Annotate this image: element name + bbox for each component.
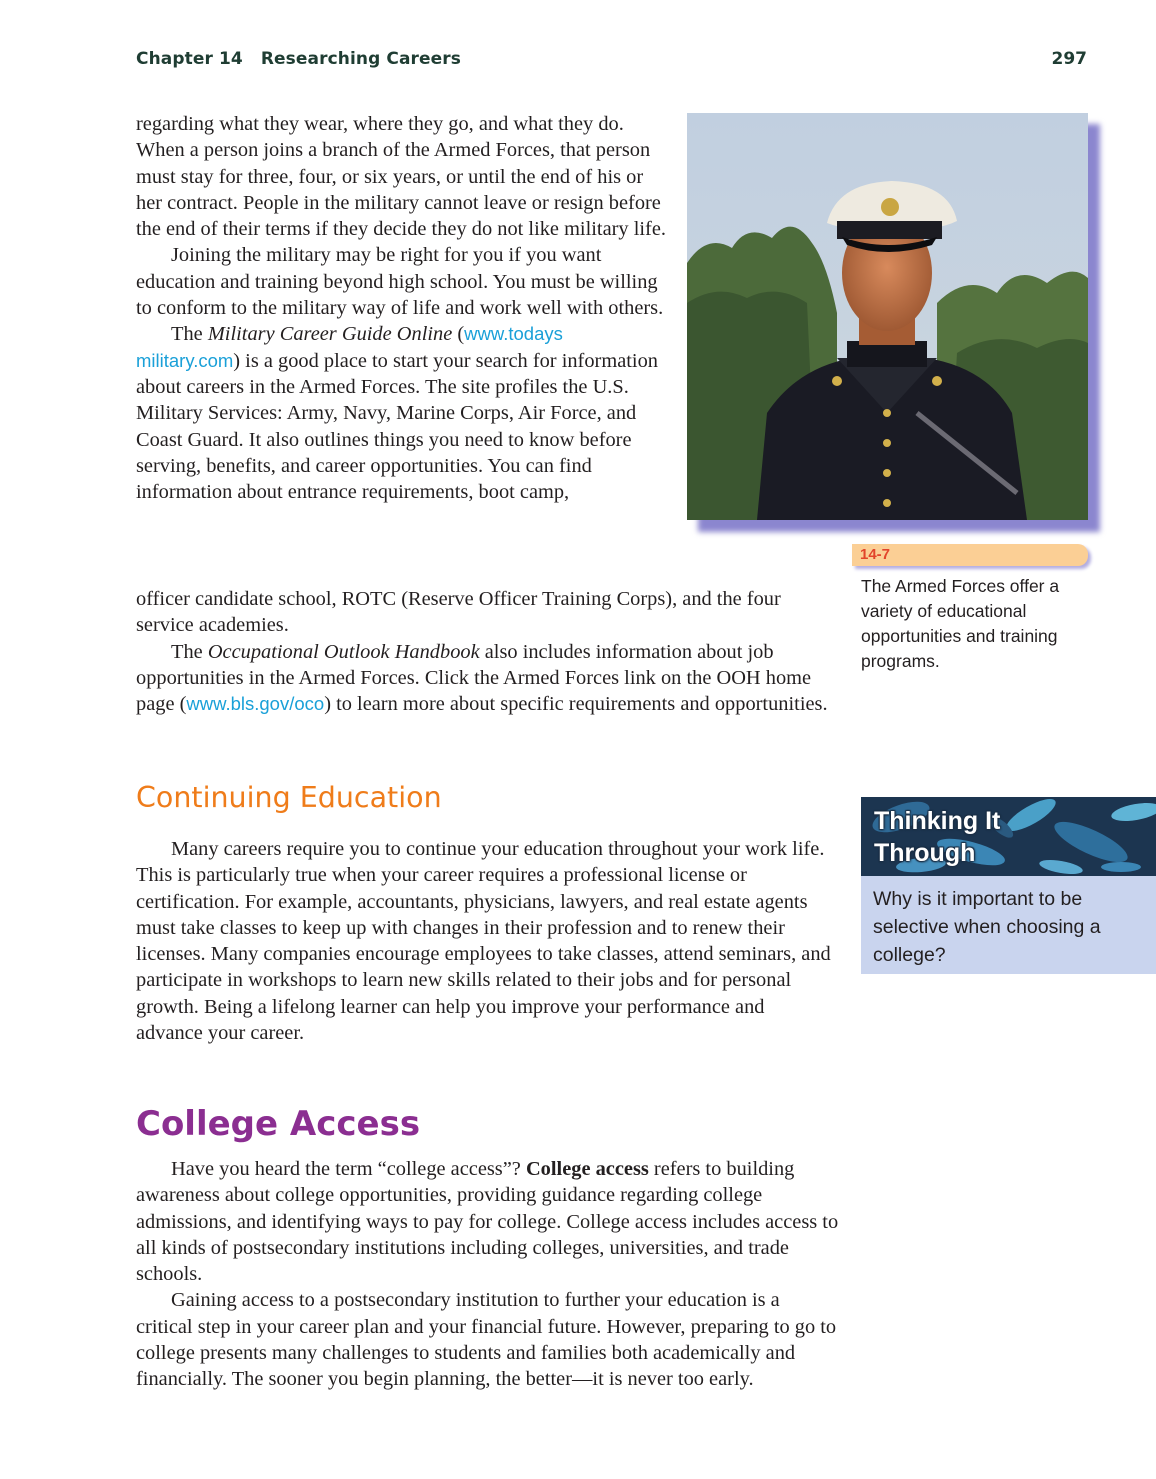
paragraph-college-access-planning: Gaining access to a postsecondary institution to further your education is a critical step in your career plan and your financial future. However, preparing to go to college presents many challenges to students and families both academically and financially. The sooner you begin planning, the better—it is never too early. <box>136 1289 837 1391</box>
paragraph-joining-military: Joining the military may be right for you if you want education and training beyond high school. You must be willing to conform to the military way of life and work well with others. <box>136 244 664 320</box>
thinking-title: Thinking It Through <box>874 807 1001 867</box>
chapter-title: Researching Careers <box>260 49 461 69</box>
continuing-education-text <box>136 836 836 1046</box>
body-text-top <box>136 111 666 505</box>
bls-link[interactable]: www.bls.gov/oco <box>186 693 325 715</box>
thinking-question: Why is it important to be selective when choosing a college? <box>873 888 1101 966</box>
thinking-it-through-box <box>861 797 1156 974</box>
todays-military-link[interactable]: www.todays military.com <box>136 323 563 371</box>
career-guide-title: Military Career Guide Online <box>207 323 453 346</box>
heading-continuing-education: Continuing Education <box>136 781 442 814</box>
ooh-title: Occupational Outlook Handbook <box>207 640 480 663</box>
chapter-label: Chapter 14 <box>136 49 243 69</box>
thinking-banner <box>861 797 1156 876</box>
running-head <box>136 49 461 69</box>
paragraph-career-guide: The Military Career Guide Online (www.todays military.com) is a good place to start your search for information about careers in the Armed Forces. The site profiles the U.S. Military Services: Army, Navy, Marine Corps, Air Force, and Coast Guard. It also outlines things you need to know before serving, benefits, and career opportunities. You can find information about entrance requirements, boot camp, <box>136 323 658 504</box>
college-access-term: College access <box>525 1158 649 1180</box>
marine-photo <box>687 113 1088 520</box>
figure-number: 14-7 <box>852 544 1088 566</box>
paragraph-ooh: The Occupational Outlook Handbook also includes information about job opportunities in the Armed Forces. Click the Armed Forces link on the OOH home page (www.bls.gov/oco) to learn more about specific requirements and opportunities. <box>136 640 828 716</box>
paragraph-career-guide-cont: officer candidate school, ROTC (Reserve Officer Training Corps), and the four service academies. <box>136 588 781 637</box>
paragraph-college-access-definition: Have you heard the term “college access”? College access refers to building awareness about college opportunities, providing guidance regarding college admissions, and identifying ways to pay for college. College access includes access to all kinds of postsecondary institutions including colleges, universities, and trade schools. <box>136 1158 839 1286</box>
figure-caption: The Armed Forces offer a variety of educational opportunities and training programs. <box>861 576 1060 671</box>
heading-college-access: College Access <box>136 1104 421 1144</box>
paragraph-continuing-education: Many careers require you to continue your education throughout your work life. This is particularly true when your career requires a professional license or certification. For example, accountants, physicians, lawyers, and real estate agents must take classes to keep up with changes in their profession and to renew their licenses. Many companies encourage employees to take classes, attend seminars, and participate in workshops to learn new skills related to their jobs and for personal growth. Being a lifelong learner can help you improve your performance and advance your career. <box>136 838 831 1045</box>
marine-illustration <box>687 113 1088 520</box>
body-text-bottom <box>136 586 836 717</box>
page-number: 297 <box>1051 49 1087 69</box>
college-access-text <box>136 1156 841 1393</box>
paragraph-military-rules: regarding what they wear, where they go, and what they do. When a person joins a branch of the Armed Forces, that person must stay for three, four, or six years, or until the end of his or her contract. People in the military cannot leave or resign before the end of their terms if they decide they do not like military life. <box>136 113 666 241</box>
